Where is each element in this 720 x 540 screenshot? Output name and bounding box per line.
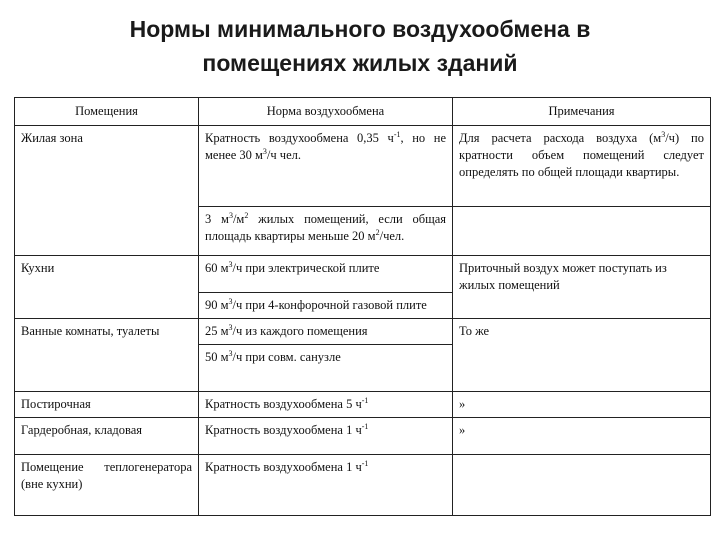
room-cell: Ванные комнаты, туалеты	[15, 319, 199, 392]
table-row	[15, 256, 711, 293]
norm-cell: Кратность воздухообмена 5 $ч^{-1}$	[199, 392, 453, 418]
header-notes: Примечания	[453, 98, 711, 126]
title-line-1: Нормы минимального воздухообмена в	[129, 16, 591, 42]
note-cell: Для расчета расхода воздуха $(м^3/ч)$ по кратности объем помещений следует определять по общей площади квартиры.	[453, 126, 711, 207]
room-cell: Жилая зона	[15, 126, 199, 256]
room-cell: Кухни	[15, 256, 199, 319]
note-cell-empty	[453, 207, 711, 256]
table-row	[15, 455, 711, 516]
note-cell: »	[453, 418, 711, 455]
header-norm: Норма воздухообмена	[199, 98, 453, 126]
table-row	[15, 126, 711, 207]
room-cell: Помещение теплогенератора (вне кухни)	[15, 455, 199, 516]
norm-cell: 90 $м^3/ч$ при 4-конфорочной газовой плите	[199, 293, 453, 319]
norm-cell: Кратность воздухообмена 1 $ч^{-1}$	[199, 455, 453, 516]
page-title	[0, 12, 720, 80]
table-row	[15, 392, 711, 418]
norm-cell: Кратность воздухообмена 0,35 $ч^{-1}$, но не менее 30 $м^3/ч$ чел.	[199, 126, 453, 207]
table-row	[15, 319, 711, 345]
table-header	[15, 98, 711, 126]
norm-cell: 50 $м^3/ч$ при совм. санузле	[199, 345, 453, 392]
norm-cell: 60 $м^3/ч$ при электрической плите	[199, 256, 453, 293]
table-row	[15, 418, 711, 455]
norm-cell: 25 $м^3/ч$ из каждого помещения	[199, 319, 453, 345]
title-line-2: помещениях жилых зданий	[202, 50, 518, 76]
room-cell: Гардеробная, кладовая	[15, 418, 199, 455]
norm-cell: 3 $м^3/м^2$ жилых помещений, если общая площадь квартиры меньше 20 $м^2$/чел.	[199, 207, 453, 256]
note-cell: Приточный воздух может поступать из жилых помещений	[453, 256, 711, 319]
norm-cell: Кратность воздухообмена 1 $ч^{-1}$	[199, 418, 453, 455]
note-cell: »	[453, 392, 711, 418]
header-rooms: Помещения	[15, 98, 199, 126]
air-exchange-table	[14, 97, 711, 516]
note-cell: То же	[453, 319, 711, 392]
note-cell	[453, 455, 711, 516]
room-cell: Постирочная	[15, 392, 199, 418]
